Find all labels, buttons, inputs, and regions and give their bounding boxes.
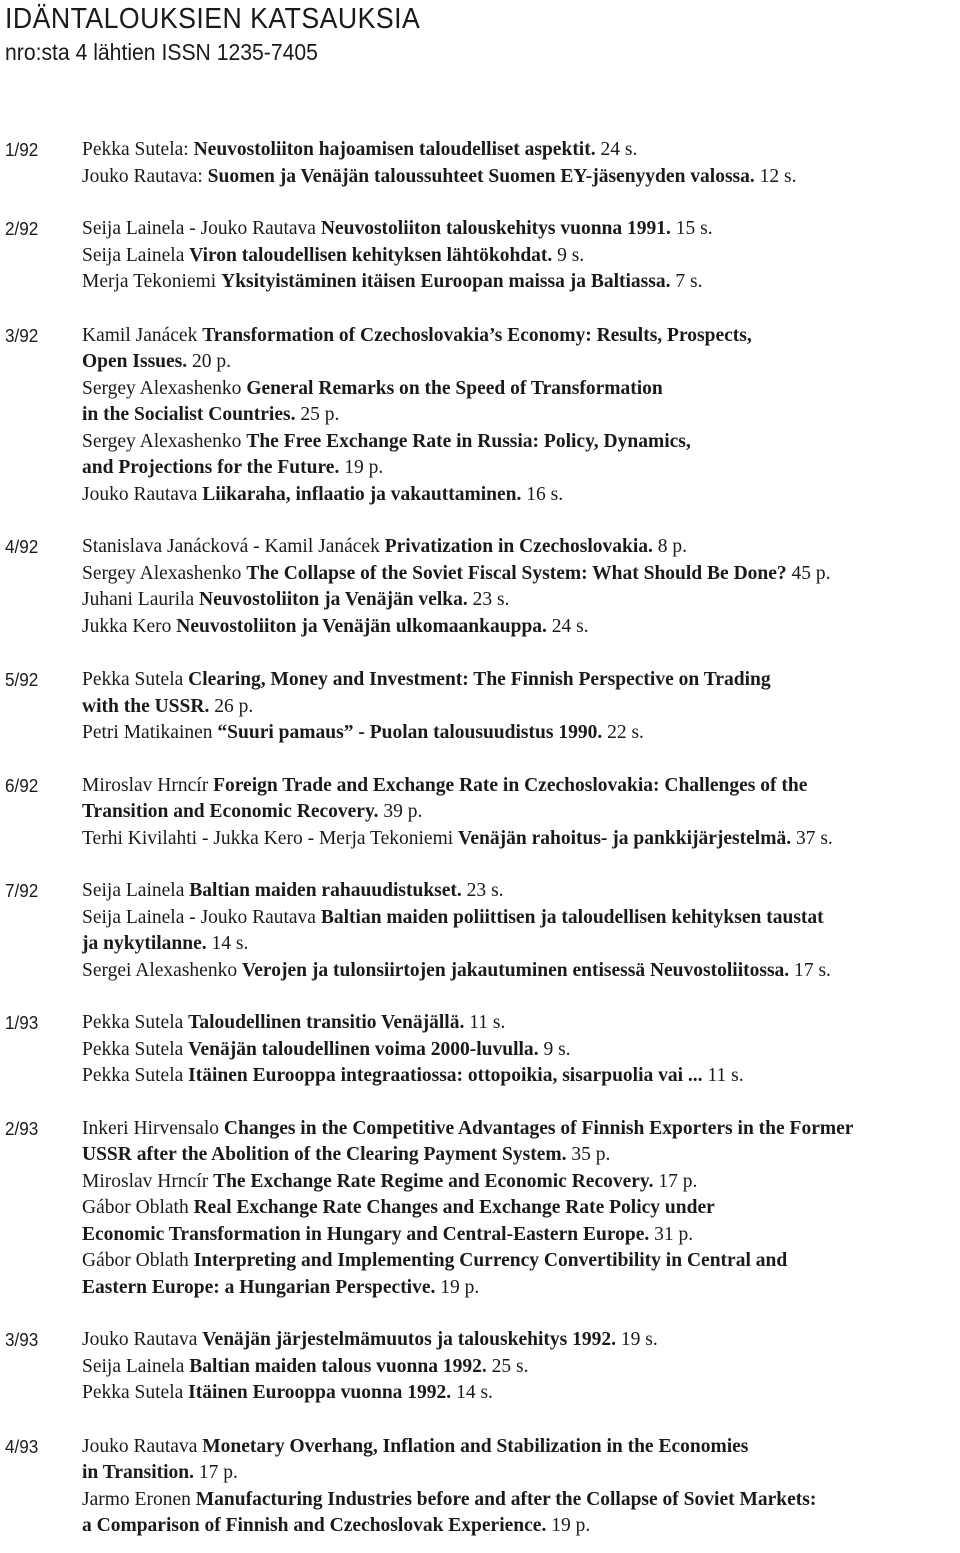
publication-entry: [82, 534, 960, 561]
issue-group: [0, 216, 960, 296]
entry-title: The Free Exchange Rate in Russia: Policy, Dynamics,: [246, 430, 691, 452]
entry-author: Pekka Sutela: [82, 1012, 189, 1033]
entry-pages: 11 s.: [702, 1065, 744, 1086]
entry-title: with the USSR.: [82, 695, 210, 717]
entry-author: Petri Matikainen: [82, 722, 218, 743]
entry-title: Real Exchange Rate Changes and Exchange Rate Policy under: [193, 1197, 715, 1218]
entry-pages: 23 s.: [461, 880, 504, 901]
publication-list: [0, 137, 960, 1540]
entry-pages: 24 s.: [595, 139, 638, 160]
publication-entry: [82, 376, 960, 429]
issue-entries: [82, 534, 960, 640]
issue-number: 6/92: [5, 775, 39, 796]
publication-entry: [82, 1195, 960, 1248]
entry-title: Transition and Economic Recovery.: [82, 801, 379, 822]
entry-pages: 19 p.: [435, 1276, 480, 1298]
entry-title: Neuvostoliiton talouskehitys vuonna 1991.: [320, 218, 671, 239]
issue-entries: [82, 1327, 960, 1407]
publication-entry: [82, 614, 960, 641]
entry-author: Miroslav Hrncír: [82, 1170, 214, 1192]
entry-title: in Transition.: [82, 1462, 195, 1483]
issue-number: 2/93: [5, 1118, 39, 1139]
issue-entries: [82, 1434, 960, 1540]
entry-title: Transformation of Czechoslovakia’s Economy: Results, Prospects,: [202, 324, 752, 346]
entry-title: The Collapse of the Soviet Fiscal System: What Should Be Done?: [246, 562, 787, 584]
entry-pages: 19 s.: [615, 1329, 658, 1350]
publication-entry: [82, 243, 960, 270]
publication-entry: [82, 1434, 960, 1487]
entry-title: Open Issues.: [82, 351, 188, 372]
entry-pages: 19 p.: [546, 1515, 591, 1536]
entry-pages: 39 p.: [378, 801, 423, 822]
issue-group: [0, 1116, 960, 1302]
entry-title: Venäjän järjestelmämuutos ja talouskehitys 1992.: [202, 1329, 616, 1350]
entry-pages: 16 s.: [521, 483, 564, 505]
page-header: [5, 2, 456, 67]
issue-entries: [82, 216, 960, 296]
entry-title: Itäinen Eurooppa vuonna 1992.: [188, 1382, 452, 1403]
entry-title: Itäinen Eurooppa integraatiossa: ottopoikia, sisarpuolia vai ...: [188, 1065, 703, 1086]
publication-entry: [82, 1037, 960, 1064]
entry-title: Changes in the Competitive Advantages of Finnish Exporters in the Former: [223, 1117, 854, 1139]
issue-number: 4/92: [5, 537, 39, 557]
issue-entries: [82, 1116, 960, 1302]
issue-number: 1/93: [5, 1013, 39, 1033]
publication-entry: [82, 1327, 960, 1354]
entry-pages: 25 s.: [486, 1355, 529, 1377]
entry-title: Yksityistäminen itäisen Euroopan maissa ja Baltiassa.: [221, 271, 671, 292]
issue-entries: [82, 773, 960, 853]
publication-entry: [82, 1063, 960, 1090]
entry-title: in the Socialist Countries.: [82, 404, 296, 425]
issue-number: 4/93: [5, 1436, 39, 1457]
entry-pages: 17 p.: [653, 1170, 698, 1192]
issue-number: 2/92: [5, 219, 39, 239]
entry-author: Merja Tekoniemi: [82, 271, 222, 292]
entry-title: Suomen ja Venäjän taloussuhteet Suomen EY-jäsenyyden valossa.: [207, 165, 755, 187]
issue-number: 1/92: [5, 140, 39, 160]
entry-author: Sergey Alexashenko: [82, 377, 247, 399]
entry-author: Terhi Kivilahti - Jukka Kero - Merja Tekoniemi: [82, 827, 459, 849]
entry-pages: 31 p.: [649, 1223, 694, 1245]
entry-author: Pekka Sutela: [82, 1065, 189, 1086]
entry-author: Jouko Rautava: [82, 483, 203, 505]
entry-pages: 24 s.: [546, 615, 589, 637]
publication-entry: [82, 826, 960, 853]
entry-author: Pekka Sutela:: [82, 139, 194, 160]
entry-author: Jarmo Eronen: [82, 1488, 196, 1510]
entry-title: Foreign Trade and Exchange Rate in Czechoslovakia: Challenges of the: [213, 774, 808, 796]
publication-entry: [82, 482, 960, 509]
entry-author: Seija Lainela: [82, 1355, 190, 1377]
entry-title: Economic Transformation in Hungary and Central-Eastern Europe.: [82, 1223, 650, 1245]
publication-entry: [82, 720, 960, 747]
entry-author: Jukka Kero: [82, 615, 177, 637]
issue-group: [0, 773, 960, 853]
entry-pages: 14 s.: [206, 933, 249, 954]
page-subtitle: nro:sta 4 lähtien ISSN 1235-7405: [5, 39, 318, 65]
publication-entry: [82, 1010, 960, 1037]
entry-pages: 15 s.: [670, 218, 713, 239]
issue-group: [0, 534, 960, 640]
publication-entry: [82, 905, 960, 958]
issue-entries: [82, 323, 960, 509]
entry-author: Gábor Oblath: [82, 1250, 194, 1271]
issue-group: [0, 323, 960, 509]
issue-entries: [82, 1010, 960, 1090]
publication-entry: [82, 667, 960, 720]
entry-author: Gábor Oblath: [82, 1197, 194, 1218]
entry-author: Seija Lainela: [82, 244, 190, 266]
issue-group: [0, 1434, 960, 1540]
publication-entry: [82, 1380, 960, 1407]
entry-author: Jouko Rautava:: [82, 165, 208, 187]
page-title: IDÄNTALOUKSIEN KATSAUKSIA: [5, 3, 421, 35]
entry-title: Liikaraha, inflaatio ja vakauttaminen.: [202, 483, 522, 505]
issue-number: 3/92: [5, 325, 39, 346]
entry-author: Pekka Sutela: [82, 669, 189, 690]
entry-pages: 26 p.: [209, 695, 254, 717]
entry-title: Baltian maiden poliittisen ja taloudellisen kehityksen taustat: [320, 906, 824, 928]
entry-pages: 17 s.: [789, 959, 831, 981]
publication-entry: [82, 137, 960, 164]
entry-author: Sergey Alexashenko: [82, 430, 247, 452]
entry-pages: 7 s.: [670, 271, 703, 292]
issue-group: [0, 137, 960, 190]
entry-author: Seija Lainela - Jouko Rautava: [82, 218, 321, 239]
entry-title: Manufacturing Industries before and after the Collapse of Soviet Markets:: [195, 1488, 817, 1510]
entry-author: Stanislava Janácková - Kamil Janácek: [82, 536, 385, 557]
entry-title: Taloudellinen transitio Venäjällä.: [188, 1012, 465, 1033]
issue-group: [0, 1327, 960, 1407]
issue-group: [0, 667, 960, 747]
entry-title: Baltian maiden talous vuonna 1992.: [189, 1355, 487, 1377]
publication-entry: [82, 1116, 960, 1169]
issue-group: [0, 878, 960, 984]
entry-author: Jouko Rautava: [82, 1329, 203, 1350]
entry-title: Verojen ja tulonsiirtojen jakautuminen entisessä Neuvostoliitossa.: [241, 959, 790, 981]
entry-title: Monetary Overhang, Inflation and Stabilization in the Economies: [202, 1435, 749, 1457]
entry-pages: 12 s.: [754, 165, 797, 187]
publication-entry: [82, 587, 960, 614]
entry-pages: 37 s.: [791, 827, 833, 849]
entry-author: Juhani Laurila: [82, 589, 199, 610]
issue-entries: [82, 878, 960, 984]
entry-pages: 45 p.: [786, 562, 831, 584]
entry-title: Interpreting and Implementing Currency Convertibility in Central and: [193, 1250, 788, 1271]
entry-title: Clearing, Money and Investment: The Finnish Perspective on Trading: [188, 669, 771, 690]
publication-entry: [82, 1248, 960, 1301]
entry-author: Inkeri Hirvensalo: [82, 1117, 224, 1139]
entry-pages: 20 p.: [187, 351, 232, 372]
entry-author: Pekka Sutela: [82, 1038, 189, 1060]
entry-title: ja nykytilanne.: [82, 933, 207, 954]
entry-title: a Comparison of Finnish and Czechoslovak Experience.: [82, 1515, 547, 1536]
publication-entry: [82, 429, 960, 482]
publication-entry: [82, 561, 960, 588]
entry-title: Viron taloudellisen kehityksen lähtökohdat.: [189, 244, 553, 266]
entry-pages: 35 p.: [566, 1144, 611, 1165]
entry-author: Sergei Alexashenko: [82, 959, 242, 981]
entry-pages: 25 p.: [295, 404, 340, 425]
publication-entry: [82, 323, 960, 376]
publication-entry: [82, 1487, 960, 1540]
publication-entry: [82, 269, 960, 296]
entry-title: Privatization in Czechoslovakia.: [384, 536, 653, 557]
entry-pages: 23 s.: [467, 589, 510, 610]
entry-title: The Exchange Rate Regime and Economic Recovery.: [213, 1170, 654, 1192]
entry-title: “Suuri pamaus” - Puolan talousuudistus 1990.: [217, 722, 603, 743]
publication-entry: [82, 773, 960, 826]
entry-title: Neuvostoliiton hajoamisen taloudelliset aspektit.: [193, 139, 596, 160]
publication-entry: [82, 216, 960, 243]
entry-title: General Remarks on the Speed of Transformation: [246, 377, 663, 399]
entry-pages: 14 s.: [451, 1382, 493, 1403]
entry-author: Sergey Alexashenko: [82, 562, 247, 584]
issue-number: 5/92: [5, 670, 39, 690]
publication-entry: [82, 164, 960, 191]
issue-entries: [82, 667, 960, 747]
entry-title: USSR after the Abolition of the Clearing Payment System.: [82, 1144, 567, 1165]
entry-pages: 8 p.: [652, 536, 688, 557]
entry-title: Venäjän taloudellinen voima 2000-luvulla.: [188, 1038, 539, 1060]
issue-entries: [82, 137, 960, 190]
issue-number: 3/93: [5, 1330, 39, 1350]
entry-author: Pekka Sutela: [82, 1382, 189, 1403]
entry-pages: 19 p.: [339, 457, 384, 478]
issue-number: 7/92: [5, 881, 39, 901]
publication-entry: [82, 878, 960, 905]
entry-author: Seija Lainela - Jouko Rautava: [82, 906, 321, 928]
entry-title: Eastern Europe: a Hungarian Perspective.: [82, 1276, 436, 1298]
entry-pages: 22 s.: [602, 722, 644, 743]
entry-author: Seija Lainela: [82, 880, 190, 901]
entry-pages: 11 s.: [464, 1012, 506, 1033]
entry-title: Venäjän rahoitus- ja pankkijärjestelmä.: [458, 827, 792, 849]
publication-entry: [82, 958, 960, 985]
entry-author: Miroslav Hrncír: [82, 774, 214, 796]
entry-title: Neuvostoliiton ja Venäjän velka.: [198, 589, 468, 610]
entry-title: Neuvostoliiton ja Venäjän ulkomaankauppa.: [176, 615, 547, 637]
entry-pages: 9 s.: [538, 1038, 571, 1060]
entry-title: Baltian maiden rahauudistukset.: [189, 880, 462, 901]
entry-pages: 17 p.: [194, 1462, 238, 1483]
issue-group: [0, 1010, 960, 1090]
entry-author: Kamil Janácek: [82, 324, 203, 346]
entry-author: Jouko Rautava: [82, 1435, 203, 1457]
entry-pages: 9 s.: [552, 244, 585, 266]
publication-entry: [82, 1169, 960, 1196]
publication-entry: [82, 1354, 960, 1381]
entry-title: and Projections for the Future.: [82, 457, 340, 478]
